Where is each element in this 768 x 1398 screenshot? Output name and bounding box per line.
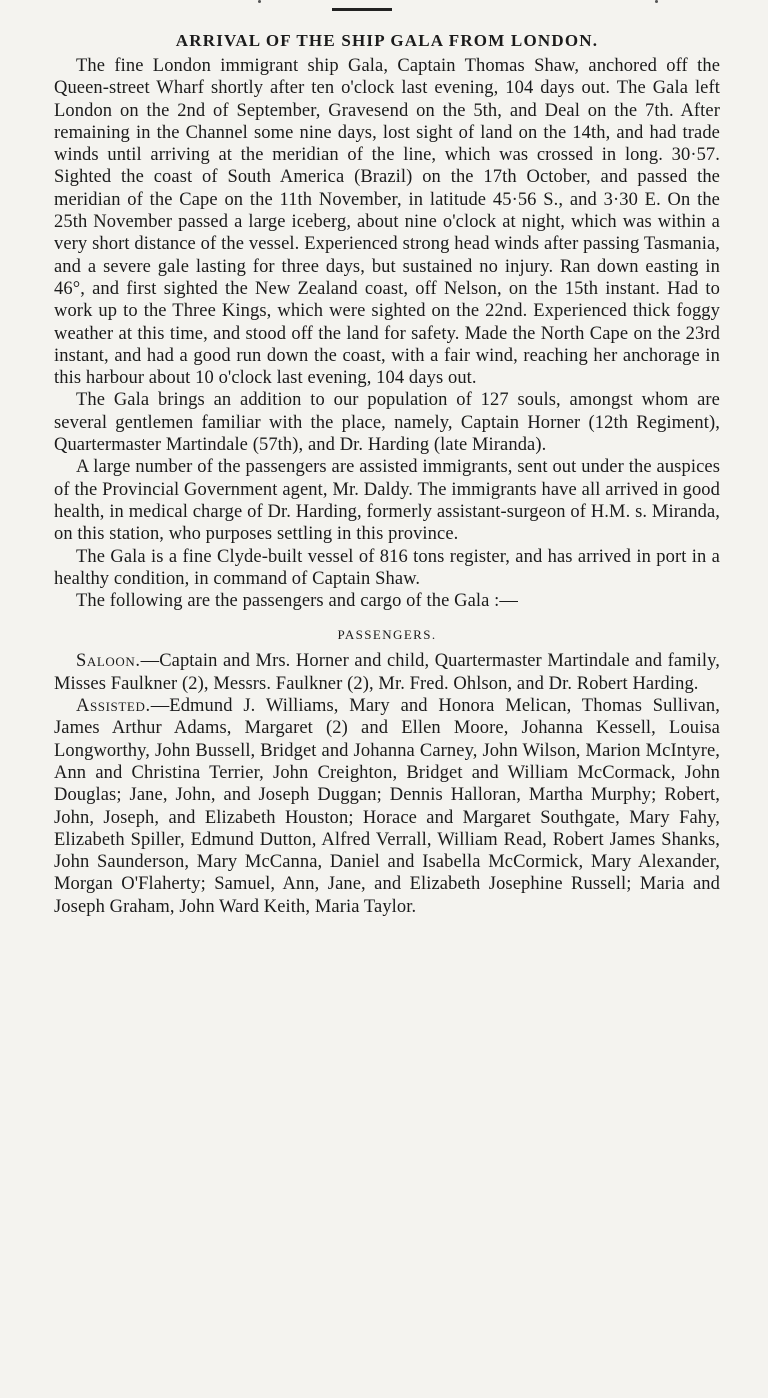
saloon-passenger-list [54,650,720,695]
assisted-names: —Edmund J. Williams, Mary and Honora Melican, Thomas Sullivan, James Arthur Adams, Margaret (2) and Ellen Moore, Johanna Kessell, Louisa Longworthy, John Bussell, Bridget and Johanna Carney, John Wilson, Marion McIntyre, Ann and Christina Terrier, John Creighton, Bridget and William McCormack, John Douglas; Jane, John, and Joseph Duggan; Dennis Halloran, Martha Murphy; Robert, John, Joseph, and Elizabeth Houston; Horace and Margaret Southgate, Mary Fahy, Elizabeth Spiller, Edmund Dutton, Alfred Verrall, William Read, Robert James Shanks, John Saunderson, Mary McCanna, Daniel and Isabella McCormick, Mary Alexander, Morgan O'Flaherty; Samuel, Ann, Jane, and Elizabeth Josephine Russell; Maria and Joseph Graham, John Ward Keith, Maria Taylor. [54,696,720,917]
passengers-heading: PASSENGERS. [337,627,437,643]
paragraph-assisted-immigrants: A large number of the passengers are assisted immigrants, sent out under the auspices of the Provincial Government agent, Mr. Daldy. The immigrants have all arrived in good health, in medical charge of Dr. Harding, formerly assistant-surgeon of H.M. s. Miranda, on this station, who purposes settling in this province. [54,457,720,545]
column-separator-rule [332,8,392,11]
saloon-names: —Captain and Mrs. Horner and child, Quartermaster Martindale and family, Misses Faulkner (2), Messrs. Faulkner (2), Mr. Fred. Ohlson, and Dr. Robert Harding. [54,651,720,694]
assisted-label: Assisted. [76,696,151,717]
saloon-label: Saloon. [76,651,141,672]
article-headline: ARRIVAL OF THE SHIP GALA FROM LONDON. [175,31,599,50]
print-speck [258,0,261,3]
paragraph-list-intro: The following are the passengers and cargo of the Gala :— [76,591,519,612]
article-body [54,55,720,918]
paragraph-population: The Gala brings an addition to our population of 127 souls, amongst whom are several gentlemen familiar with the place, namely, Captain Horner (12th Regiment), Quartermaster Martindale (57th), and Dr. Harding (late Miranda). [54,390,720,456]
assisted-passenger-list [54,695,720,918]
paragraph-vessel-description: The Gala is a fine Clyde-built vessel of 816 tons register, and has arrived in port in a healthy condition, in command of Captain Shaw. [54,546,720,589]
paragraph-voyage-report: The fine London immigrant ship Gala, Captain Thomas Shaw, anchored off the Queen-street Wharf shortly after ten o'clock last evening, 104 days out. The Gala left London on the 2nd of September, Gravesend on the 5th, and Deal on the 7th. After remaining in the Channel some nine days, lost sight of land on the 14th, and had trade winds until arriving at the meridian of the line, which was crossed in long. 30·57. Sighted the coast of South America (Brazil) on the 17th October, and passed the meridian of the Cape on the 11th November, in latitude 45·56 S., and 3·30 E. On the 25th November passed a large iceberg, about nine o'clock at night, which was within a very short distance of the vessel. Experienced strong head winds after passing Tasmania, and a severe gale lasting for three days, but sustained no injury. Ran down easting in 46°, and first sighted the New Zealand coast, off Nelson, on the 15th instant. Had to work up to the Three Kings, which were sighted on the 22nd. Experienced thick foggy weather at this time, and stood off the land for safety. Made the North Cape on the 23rd instant, and had a good run down the coast, with a fair wind, reaching her anchorage in this harbour about 10 o'clock last evening, 104 days out. [54,56,720,389]
print-speck [655,0,658,3]
